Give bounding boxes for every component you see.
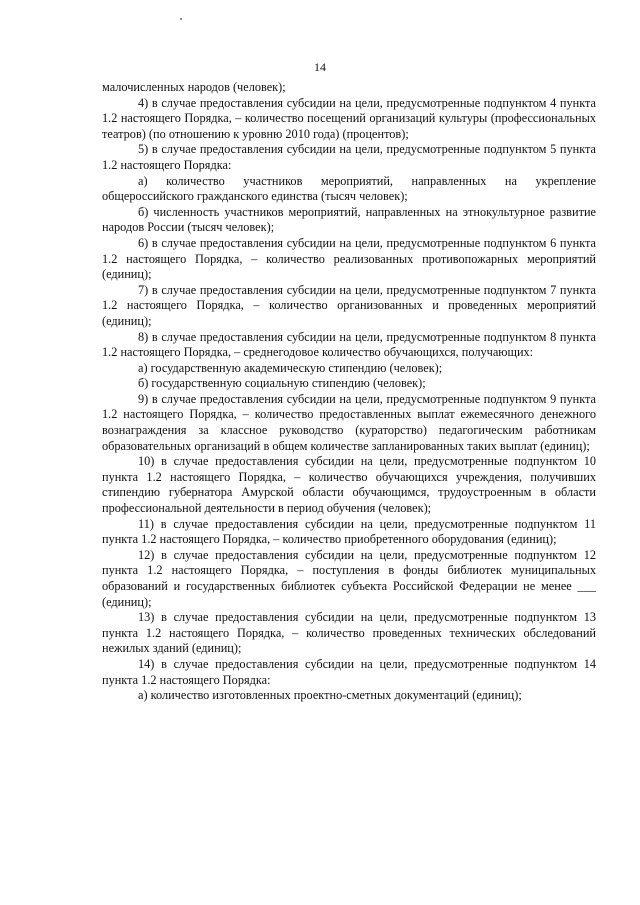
body-text <box>102 80 596 704</box>
paragraph: 7) в случае предоставления субсидии на цели, предусмотренные подпунктом 7 пункта 1.2 настоящего Порядка, – количество организованных и проведенных мероприятий (единиц); <box>102 282 596 328</box>
paragraph: 12) в случае предоставления субсидии на цели, предусмотренные подпунктом 12 пункта 1.2 настоящего Порядка, – поступления в фонды библиотек муниципальных образований и государственных библиотек субъекта Российской Федерации не менее ___ (единиц); <box>102 547 596 609</box>
paragraph: 10) в случае предоставления субсидии на цели, предусмотренные подпунктом 10 пункта 1.2 настоящего Порядка, – количество обучающихся учреждения, получивших стипендию губернатора Амурской области обучающимся, трудоустроенным в области профессиональной деятельности в период обучения (человек); <box>102 454 596 516</box>
paragraph: 13) в случае предоставления субсидии на цели, предусмотренные подпунктом 13 пункта 1.2 настоящего Порядка, – количество проведенных технических обследований нежилых зданий (единиц); <box>102 610 596 656</box>
paragraph: а) количество изготовленных проектно-сметных документаций (единиц); <box>138 688 522 703</box>
paragraph: 8) в случае предоставления субсидии на цели, предусмотренные подпунктом 8 пункта 1.2 настоящего Порядка, – среднегодовое количество обучающихся, получающих: <box>102 329 596 360</box>
paragraph: 5) в случае предоставления субсидии на цели, предусмотренные подпунктом 5 пункта 1.2 настоящего Порядка: <box>102 142 596 172</box>
paragraph: а) количество участников мероприятий, направленных на укрепление общероссийского гражданского единства (тысяч человек); <box>102 173 596 204</box>
paragraph: малочисленных народов (человек); <box>102 80 286 94</box>
paragraph: б) государственную социальную стипендию (человек); <box>138 376 426 391</box>
scan-speck <box>180 18 182 20</box>
paragraph: 14) в случае предоставления субсидии на цели, предусмотренные подпунктом 14 пункта 1.2 настоящего Порядка: <box>102 656 596 687</box>
paragraph: 6) в случае предоставления субсидии на цели, предусмотренные подпунктом 6 пункта 1.2 настоящего Порядка, – количество реализованных противопожарных мероприятий (единиц); <box>102 235 596 282</box>
paragraph: 11) в случае предоставления субсидии на цели, предусмотренные подпунктом 11 пункта 1.2 настоящего Порядка, – количество приобретенного оборудования (единиц); <box>102 516 596 547</box>
paragraph: 9) в случае предоставления субсидии на цели, предусмотренные подпунктом 9 пункта 1.2 настоящего Порядка, – количество предоставленных выплат ежемесячного денежного вознаграждения за классное руководство (кураторство) педагогическим работникам образовательных организаций в общем количестве запланированных таких выплат (единиц); <box>102 391 596 453</box>
paragraph: а) государственную академическую стипендию (человек); <box>138 360 443 375</box>
paragraph: 4) в случае предоставления субсидии на цели, предусмотренные подпунктом 4 пункта 1.2 настоящего Порядка, – количество посещений организаций культуры (профессиональных театров) (по отношению к уровню 2010 года) (процентов); <box>102 95 596 141</box>
paragraph: б) численность участников мероприятий, направленных на этнокультурное развитие народов России (тысяч человек); <box>102 204 596 235</box>
page-number: 14 <box>314 60 326 74</box>
